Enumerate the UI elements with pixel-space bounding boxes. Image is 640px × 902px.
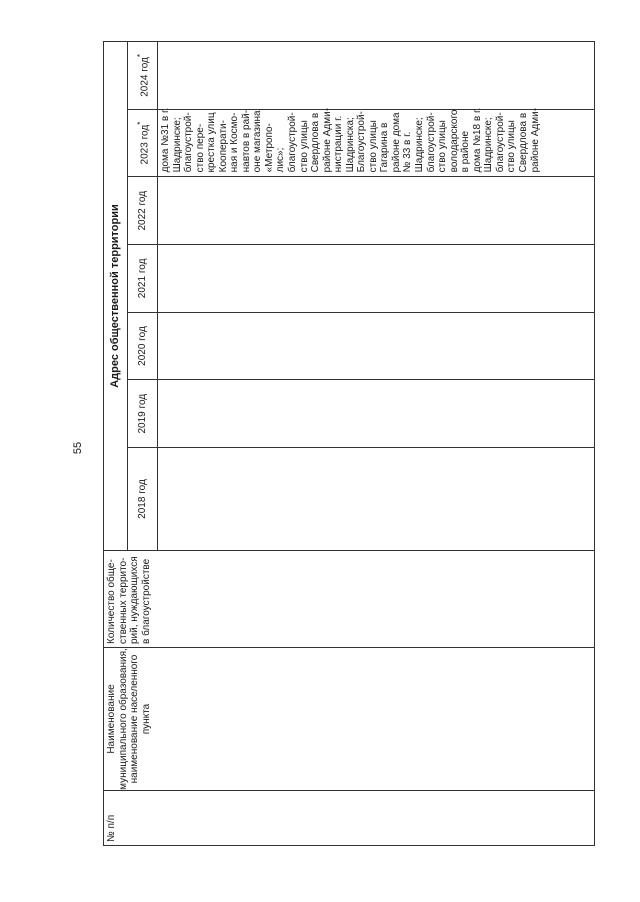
year-2021: 2021 год — [128, 245, 158, 313]
address-line: ство улицы — [298, 120, 310, 173]
header-address: Адрес общественной территории — [104, 42, 128, 551]
address-line: ство пере- — [194, 123, 206, 173]
year-2024-mark: * — [135, 53, 145, 58]
cell-2022 — [158, 177, 595, 245]
address-line: ство улицы — [367, 120, 379, 173]
cell-2024 — [158, 42, 595, 110]
year-2024-label: 2024 год — [138, 57, 150, 97]
cell-2020 — [158, 312, 595, 380]
address-line: Шадринска; — [344, 117, 356, 173]
address-line: ная и Космо- — [229, 112, 241, 173]
year-2018: 2018 год — [128, 448, 158, 551]
header-num: № п/п — [104, 791, 595, 846]
year-2023-mark: * — [135, 121, 145, 125]
year-2023-label: 2023 год — [138, 124, 150, 165]
address-line: крестка улиц — [206, 112, 218, 173]
address-line: районе Адми- — [321, 107, 333, 173]
address-line: дома №31 в г. — [160, 107, 171, 173]
address-line: Благоустрой- — [356, 111, 368, 173]
address-line: районе дома — [390, 112, 402, 173]
address-line: Гагарина в — [379, 122, 391, 173]
address-line: благоустрой- — [287, 112, 299, 173]
address-line: ство улицы — [437, 120, 449, 173]
address-line: благоустрой- — [183, 112, 195, 173]
year-2020: 2020 год — [128, 312, 158, 380]
address-line: благоустрой- — [425, 112, 437, 173]
header-row-top — [104, 42, 128, 846]
cell-2018 — [158, 448, 595, 551]
header-name: Наименование муниципального образования, наименование населенного пункта — [104, 648, 595, 791]
page-number: 55 — [72, 441, 84, 455]
address-line: Свердлова в — [310, 112, 322, 173]
address-line: Шадринске; — [483, 117, 495, 173]
address-line: ство улицы — [506, 120, 518, 173]
rotated-table-page — [103, 41, 595, 846]
address-line: навтов в рай- — [240, 109, 252, 173]
year-2019: 2019 год — [128, 380, 158, 448]
cell-2023-address — [158, 109, 595, 177]
address-line: лис»; — [275, 147, 287, 173]
cell-2019 — [158, 380, 595, 448]
address-line: дома №18 в г. — [471, 107, 483, 173]
address-line: в районе — [460, 130, 472, 173]
address-line: Свердлова в — [517, 112, 529, 173]
year-2023 — [128, 109, 158, 177]
address-line: благоустрой- — [494, 112, 506, 173]
address-line: «Метропо- — [263, 123, 275, 173]
address-line: Шадринске; — [414, 117, 426, 173]
address-line: володарского — [448, 109, 460, 173]
year-2022: 2022 год — [128, 177, 158, 245]
public-territories-table — [103, 41, 595, 846]
address-line: нистрации г. — [333, 115, 345, 173]
year-2024 — [128, 42, 158, 110]
address-line: Шадринске; — [171, 117, 183, 173]
address-line: районе Адми- — [529, 107, 541, 173]
address-line: Кооперати- — [217, 120, 229, 173]
address-line: № 33 в г. — [402, 131, 414, 173]
address-line: оне магазина — [252, 110, 264, 173]
header-count: Количество обще-ственных террито-рий, нуждающихся в благоустройстве — [104, 551, 595, 648]
cell-2021 — [158, 245, 595, 313]
